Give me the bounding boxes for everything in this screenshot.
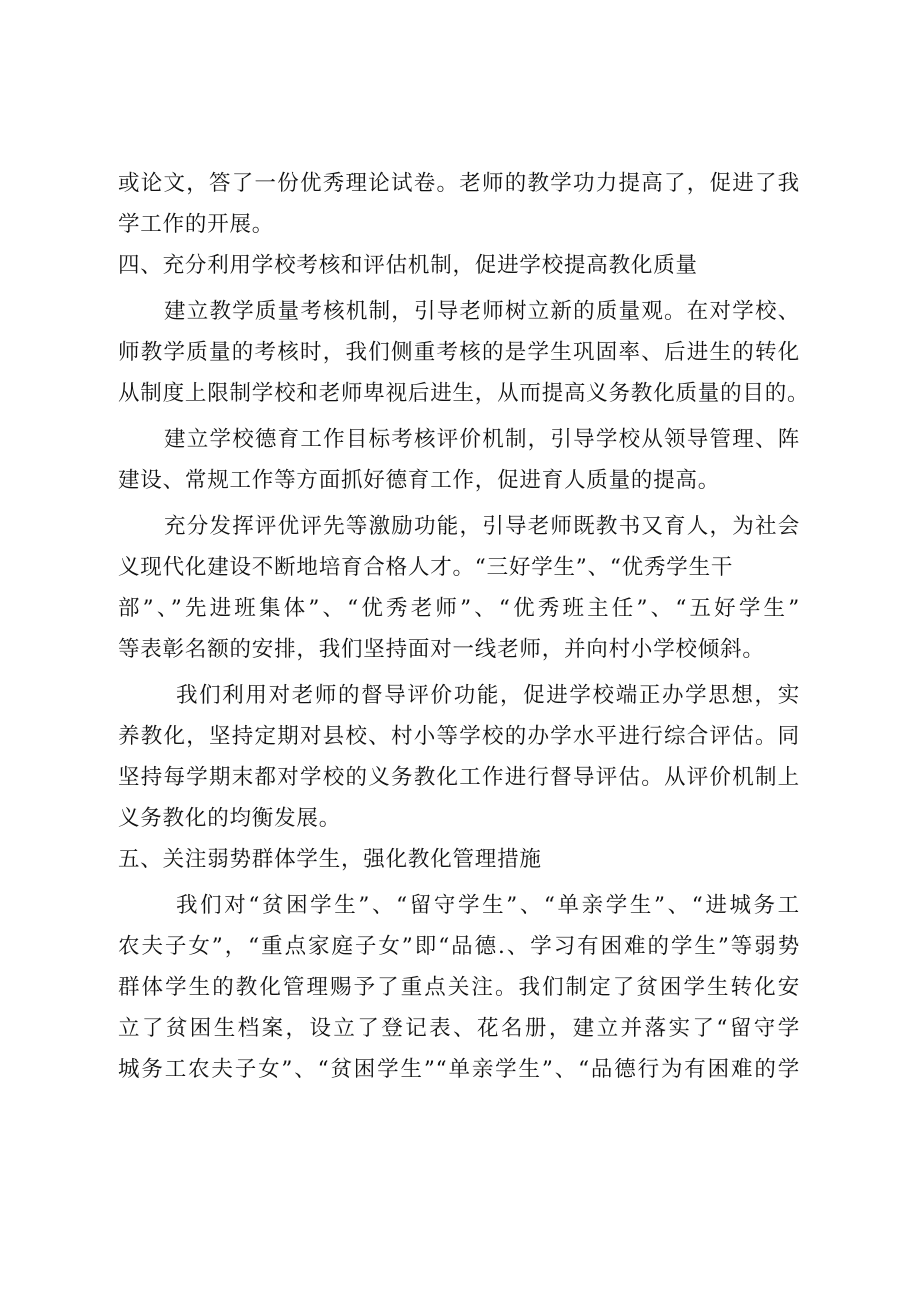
section-heading-4: [118, 245, 800, 286]
paragraph-quality-assessment: [118, 291, 810, 414]
paragraph-vulnerable-students: [118, 885, 800, 1090]
text-line: 义现代化建设不断地培育合格人才。“三好学生”、“优秀学生干: [118, 555, 734, 580]
text-line: 立了贫困生档案，设立了登记表、花名册，建立并落实了“留守学: [118, 1016, 800, 1041]
heading-text: 四、充分利用学校考核和评估机制，促进学校提高教化质量: [118, 253, 698, 278]
paragraph-supervision-evaluation: [118, 675, 800, 839]
text-line: 我们利用对老师的督导评价功能，促进学校端正办学思想，实: [176, 683, 800, 708]
text-line: 群体学生的教化管理赐予了重点关注。我们制定了贫困学生转化安: [118, 975, 800, 1000]
heading-text: 五、关注弱势群体学生，强化教化管理措施: [118, 847, 542, 872]
text-line: 建立学校德育工作目标考核评价机制，引导学校从领导管理、阵: [164, 427, 800, 452]
text-line: 义务教化的均衡发展。: [118, 806, 342, 831]
text-line: 农夫子女”，“重点家庭子女”即“品德.、学习有困难的学生”等弱势: [118, 934, 800, 959]
paragraph-incentive-function: [118, 506, 800, 670]
text-line: 建设、常规工作等方面抓好德育工作，促进育人质量的提高。: [118, 468, 721, 493]
text-line: 建立教学质量考核机制，引导老师树立新的质量观。在对学校、: [164, 299, 800, 324]
text-line: 充分发挥评优评先等激励功能，引导老师既教书又育人，为社会: [164, 514, 800, 539]
text-line: 从制度上限制学校和老师卑视后进生，从而提高义务教化质量的目的。: [118, 381, 810, 406]
text-line: 等表彰名额的安排，我们坚持面对一线老师，并向村小学校倾斜。: [118, 637, 765, 662]
text-line: 我们对“贫困学生”、“留守学生”、“单亲学生”、“进城务工: [176, 893, 800, 918]
text-line: 城务工农夫子女”、“贫困学生”“单亲学生”、“品德行为有困难的学: [118, 1057, 800, 1082]
text-line: 或论文，答了一份优秀理论试卷。老师的教学功力提高了，促进了我: [118, 171, 800, 196]
paragraph-continuation: [118, 163, 800, 245]
section-heading-5: [118, 839, 800, 880]
text-line: 坚持每学期末都对学校的义务教化工作进行督导评估。从评价机制上: [118, 765, 800, 790]
text-line: 师教学质量的考核时，我们侧重考核的是学生巩固率、后进生的转化: [118, 340, 800, 365]
document-body: [118, 163, 810, 1090]
text-line: 部”、”先进班集体”、“优秀老师”、“优秀班主任”、“五好学生”: [118, 596, 800, 621]
text-line: 学工作的开展。: [118, 212, 275, 237]
paragraph-moral-education: [118, 419, 800, 501]
text-line: 养教化，坚持定期对县校、村小等学校的办学水平进行综合评估。同: [118, 724, 800, 749]
